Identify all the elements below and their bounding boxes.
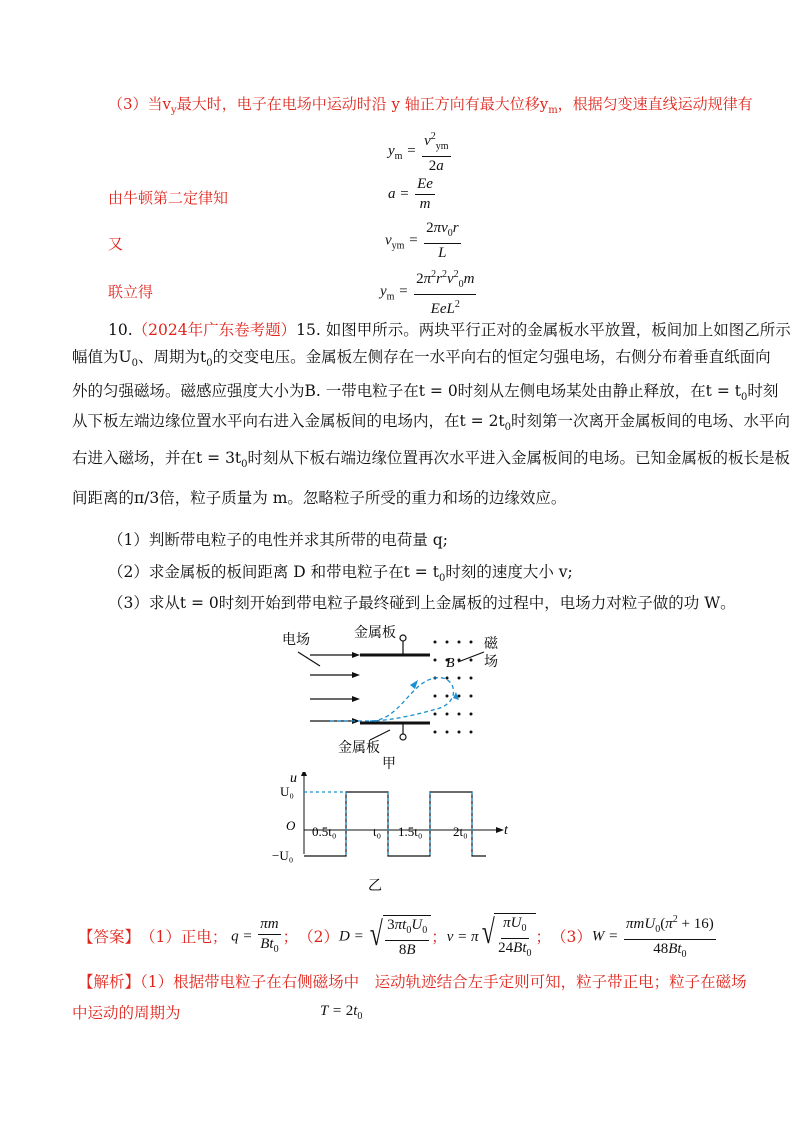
label-B: B bbox=[446, 656, 455, 671]
problem-line-1: 幅值为$U_0$、周期为$t_0$的交变电压。金属板左侧存在一水平向右的恒定匀强电场，右侧分布着垂直纸面向 bbox=[72, 348, 771, 370]
formula-ym-final: $y_m$ = $\frac{2\pi^2r^2v^2_0m}{EeL^2}$ bbox=[380, 266, 478, 318]
label-top-plate: 金属板 bbox=[354, 625, 396, 641]
answer-sep-3: ； bbox=[535, 928, 552, 946]
problem-text-0: 如图甲所示。两块平行正对的金属板水平放置，板间加上如图乙所示 bbox=[325, 321, 791, 339]
figure-b bbox=[268, 772, 518, 894]
answer-W: W = $\frac{\pi mU_0(\pi^2 + 16)}{48Bt_0}$ bbox=[592, 911, 718, 963]
answer-part3-label: （3） bbox=[551, 928, 592, 946]
tick-3: 2t₀ bbox=[453, 824, 468, 839]
label-magnetic-1: 磁 bbox=[484, 636, 498, 652]
bottom-plate-leader bbox=[370, 730, 390, 740]
formula-a: a = $\frac{Ee}{m}$ bbox=[388, 176, 433, 212]
problem-line-3: 从下板左端边缘位置水平向右进入金属板间的电场内，在$t = 2t_0$时刻第一次离开金属板间的电场、水平向 bbox=[72, 412, 791, 434]
caption-b: 乙 bbox=[368, 878, 382, 894]
tick-2: 1.5t₀ bbox=[398, 824, 423, 839]
answer-part2-label: （2） bbox=[298, 928, 340, 946]
answer-D: D = √ $\frac{3\pi t_0U_0}{8B}$ bbox=[339, 915, 431, 959]
tick-0: 0.5t₀ bbox=[312, 824, 337, 839]
figure-a bbox=[270, 622, 510, 772]
problem-line-2: 外的匀强磁场。磁感应强度大小为B. 一带电粒子在t = 0时刻从左侧电场某处由静止释放，在$t = t_0$时刻 bbox=[72, 382, 779, 404]
combine-label: 联立得 bbox=[108, 283, 154, 301]
newton-label: 由牛顿第二定律知 bbox=[108, 189, 229, 207]
subquestion-3: （3）求从t = 0时刻开始到带电粒子最终碰到上金属板的过程中，电场力对粒子做的功 W。 bbox=[108, 594, 736, 612]
label-magnetic-2: 场 bbox=[484, 654, 498, 670]
label-neg-U0: −U₀ bbox=[272, 848, 294, 863]
u-axis-arrow bbox=[301, 772, 307, 776]
axis-u: u bbox=[290, 772, 297, 786]
top-terminal bbox=[400, 635, 406, 641]
analysis-line-1 bbox=[78, 972, 747, 992]
answer-tag: 【答案】 bbox=[78, 928, 141, 946]
analysis-line-2: 中运动的周期为 bbox=[72, 1004, 181, 1022]
answer-sep-2: ； bbox=[431, 928, 447, 946]
subquestion-2: （2）求金属板的板间距离 D 和带电粒子在$t = t_0$时刻的速度大小 v; bbox=[108, 563, 573, 585]
label-U0: U₀ bbox=[280, 784, 294, 799]
field-arrowheads bbox=[352, 652, 360, 724]
problem-number: 10. bbox=[108, 321, 133, 339]
also-label: 又 bbox=[108, 235, 124, 253]
label-field: 电场 bbox=[282, 632, 310, 648]
answer-v: v = π √ $\frac{\pi U_0}{24Bt_0}$ bbox=[447, 913, 536, 962]
bottom-terminal bbox=[400, 734, 406, 740]
t-axis-arrow bbox=[496, 827, 504, 833]
label-O: O bbox=[286, 818, 296, 833]
problem-line-5: 间距离的π/3倍，粒子质量为 m。忽略粒子所受的重力和场的边缘效应。 bbox=[72, 489, 567, 507]
caption-a: 甲 bbox=[382, 756, 396, 772]
axis-t: t bbox=[504, 823, 508, 838]
problem-line-4: 右进入磁场，并在$t = 3t_0$时刻从下板右端边缘位置再次水平进入金属板间的电场。已知金属板的板长是板 bbox=[72, 449, 791, 471]
formula-vym: $v_{ym}$ = $\frac{2\pi v_0r}{L}$ bbox=[385, 220, 459, 261]
subquestion-1: （1）判断带电粒子的电性并求其所带的电荷量 q; bbox=[108, 531, 448, 549]
section3-intro: （3）当$v_y$最大时，电子在电场中运动时沿 y 轴正方向有最大位移$y_m$，根据匀变速直线运动规律有 bbox=[108, 95, 753, 116]
formula-ym: $y_m$ = $\frac{v^2_{ym}}{2a}$ bbox=[388, 128, 453, 175]
label-bottom-plate: 金属板 bbox=[338, 740, 380, 756]
formula-T: $T = 2t_0$ bbox=[320, 1003, 363, 1022]
analysis-text-1: （1）根据带电粒子在右侧磁场中 运动轨迹结合左手定则可知，粒子带正电；粒子在磁场 bbox=[140, 973, 747, 991]
answer-q: q = $\frac{\pi m}{Bt_0}$ bbox=[227, 916, 279, 955]
problem-line-0 bbox=[108, 320, 791, 340]
analysis-tag: 【解析】 bbox=[78, 973, 141, 991]
answer-sep-1: ； bbox=[282, 928, 299, 946]
answer-part1-label: （1）正电； bbox=[140, 928, 228, 946]
question-number: 15. bbox=[296, 321, 321, 339]
problem-source: （2024年广东卷考题） bbox=[132, 321, 297, 339]
answer-line bbox=[78, 914, 718, 960]
tick-1: t₀ bbox=[373, 824, 382, 839]
field-label-leader bbox=[298, 652, 320, 666]
